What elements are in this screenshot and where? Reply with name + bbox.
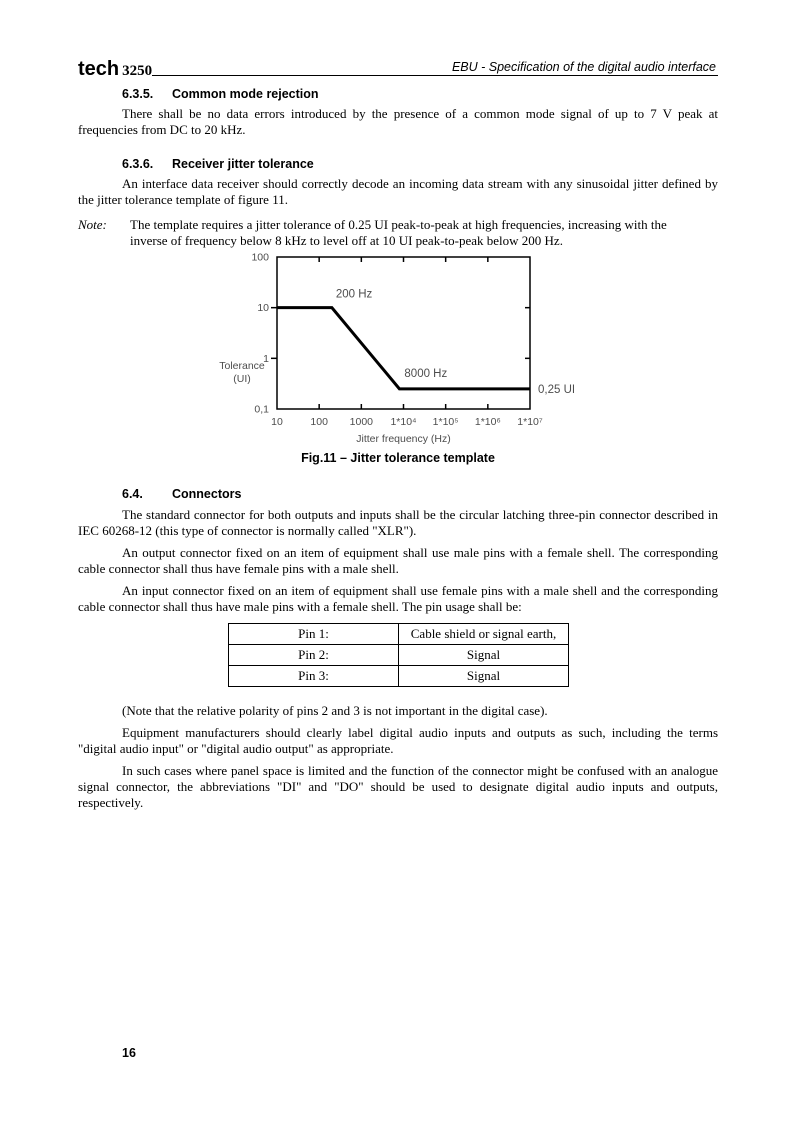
usage-cell: Cable shield or signal earth, <box>399 624 569 645</box>
svg-text:0,1: 0,1 <box>254 403 269 416</box>
svg-text:1*10⁷: 1*10⁷ <box>517 416 543 428</box>
pin-cell: Pin 2: <box>229 645 399 666</box>
brand-logo <box>78 58 153 80</box>
section-heading-6-4 <box>122 487 718 501</box>
pin-cell: Pin 1: <box>229 624 399 645</box>
paragraph-polarity-note: (Note that the relative polarity of pins 2 and 3 is not important in the digital case). <box>122 703 548 718</box>
svg-text:10: 10 <box>257 302 269 315</box>
svg-text:1000: 1000 <box>349 416 374 428</box>
note-text: The template requires a jitter tolerance of 0.25 UI peak-to-peak at high frequencies, increasing with the inverse of frequency below 8 kHz to level off at 10 UI peak-to-peak below 200 Hz. <box>130 217 667 248</box>
section-title: Connectors <box>172 487 242 501</box>
header-rule <box>152 75 718 76</box>
note-label: Note: <box>78 217 107 232</box>
table-row <box>229 666 569 687</box>
svg-text:1*10⁶: 1*10⁶ <box>474 416 501 428</box>
svg-text:100: 100 <box>251 251 269 264</box>
page-header <box>78 58 718 78</box>
section-number: 6.3.5. <box>122 87 154 101</box>
paragraph-input-connector: An input connector fixed on an item of equipment shall use female pins with a male shell and the corresponding cable connector shall thus have male pins with a female shell. The pin usage shall be: <box>78 583 718 614</box>
usage-cell: Signal <box>399 666 569 687</box>
brand-tech-label: tech <box>78 58 120 80</box>
note-block <box>78 217 718 249</box>
svg-text:10: 10 <box>271 416 283 428</box>
usage-cell: Signal <box>399 645 569 666</box>
svg-text:1*10⁴: 1*10⁴ <box>390 416 417 428</box>
section-heading-6-3-5 <box>122 87 718 101</box>
paragraph-labelling: Equipment manufacturers should clearly label digital audio inputs and outputs as such, including the terms "digital audio input" or "digital audio output" as appropriate. <box>78 725 718 756</box>
page-number: 16 <box>122 1046 136 1060</box>
section-title: Common mode rejection <box>172 87 319 101</box>
svg-text:8000 Hz: 8000 Hz <box>404 367 448 380</box>
doc-number: 3250 <box>122 63 153 79</box>
section-number: 6.3.6. <box>122 157 154 171</box>
svg-text:0,25 UI: 0,25 UI <box>538 383 576 396</box>
pin-usage-table <box>228 623 569 687</box>
table-row <box>229 645 569 666</box>
header-title: EBU - Specification of the digital audio interface <box>451 60 716 74</box>
jitter-tolerance-chart <box>215 249 595 449</box>
svg-text:1*10⁵: 1*10⁵ <box>432 416 459 428</box>
paragraph-jitter-tolerance: An interface data receiver should correctly decode an incoming data stream with any sinusoidal jitter defined by the jitter tolerance template of figure 11. <box>78 176 718 207</box>
table-row <box>229 624 569 645</box>
svg-text:Tolerance: Tolerance <box>219 360 265 372</box>
section-heading-6-3-6 <box>122 157 718 171</box>
svg-text:1: 1 <box>263 352 269 365</box>
paragraph-output-connector: An output connector fixed on an item of equipment shall use male pins with a female shell. The corresponding cable connector shall thus have female pins with a male shell. <box>78 545 718 576</box>
svg-text:100: 100 <box>310 416 328 428</box>
paragraph-abbreviations: In such cases where panel space is limited and the function of the connector might be confused with an analogue signal connector, the abbreviations "DI" and "DO" should be used to designate digital audio inputs and outputs, respectively. <box>78 763 718 810</box>
paragraph-common-mode: There shall be no data errors introduced by the presence of a common mode signal of up to 7 V peak at frequencies from DC to 20 kHz. <box>78 106 718 137</box>
svg-text:Jitter frequency (Hz): Jitter frequency (Hz) <box>356 433 451 445</box>
figure-caption: Fig.11 – Jitter tolerance template <box>301 451 495 465</box>
svg-text:200 Hz: 200 Hz <box>335 288 373 301</box>
paragraph-standard-connector: The standard connector for both outputs and inputs shall be the circular latching three-pin connector described in IEC 60268-12 (this type of connector is normally called "XLR"). <box>78 507 718 538</box>
svg-text:(UI): (UI) <box>233 373 251 385</box>
section-title: Receiver jitter tolerance <box>172 157 314 171</box>
section-number: 6.4. <box>122 487 143 501</box>
pin-cell: Pin 3: <box>229 666 399 687</box>
